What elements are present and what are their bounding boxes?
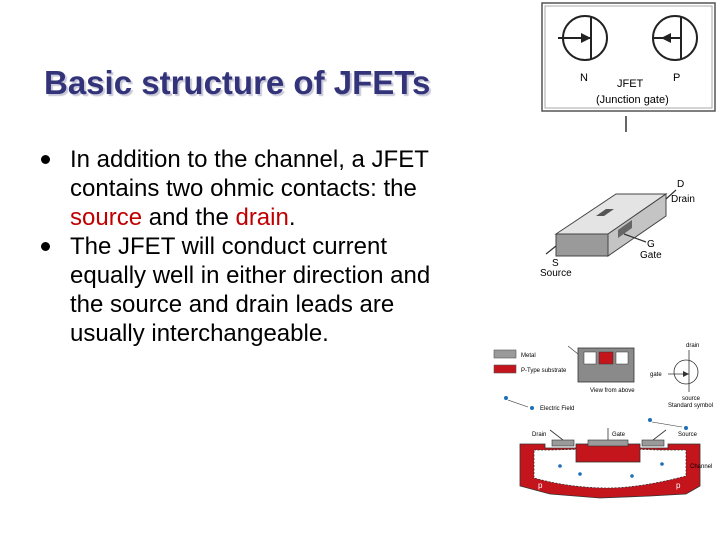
view-from-above-icon [568,346,634,382]
bullet-1-source: source [70,204,143,231]
bullet-1-text-c: . [288,204,296,231]
bullet-dot-icon [41,242,50,251]
label-s: S [552,258,559,269]
label-d: D [677,179,685,190]
standard-symbol-icon [668,350,698,392]
legend-metal: Metal [521,353,536,359]
label-gate: Gate [640,250,662,261]
label-jfet: JFET [617,78,644,90]
label-standard-symbol: Standard symbol [668,403,714,409]
label-g: G [647,239,655,250]
slide-title: Basic structure of JFETs [44,64,431,101]
metal-swatch-icon [494,350,516,358]
bullet-1-text-a: In addition to the channel, a JFET contains two ohmic contacts: the [70,146,429,202]
label-view-from-above: View from above [590,388,635,394]
label-junction-gate: (Junction gate) [596,94,669,106]
legend-p-type: P-Type substrate [521,368,567,374]
label-source: Source [540,268,572,279]
label-drain-bottom: Drain [532,432,547,438]
bullet-item-2 [40,232,460,348]
p-type-substrate-icon [520,428,700,498]
substrate-swatch-icon [494,365,516,373]
bullet-dot-icon [41,155,50,164]
label-gate-top: gate [650,372,662,378]
label-gate-bottom: Gate [612,432,626,438]
label-drain: Drain [671,194,695,205]
label-p: P [673,72,681,84]
bullet-list [40,145,460,348]
label-electric-field: Electric Field [540,406,575,412]
bullet-1-text-b: and the [142,204,236,231]
jfet-symbol-figure [540,2,718,114]
jfet-block-figure [528,172,698,282]
bullet-item-1 [40,145,460,232]
label-source-standard: source [682,396,701,402]
jfet-block-icon [546,190,676,256]
bullet-1-drain: drain [235,204,289,231]
label-source-bottom: Source [678,432,698,438]
label-drain-top: drain [686,343,700,349]
jfet-cross-section-figure [490,336,718,514]
electron-dots-icon [504,396,688,430]
svg-text:p: p [676,481,681,490]
svg-text:p: p [538,481,543,490]
label-channel: Channel [690,464,713,470]
label-n: N [580,72,588,84]
divider-tick [624,116,628,134]
bullet-2-text: The JFET will conduct current equally well in either direction and the source and drain leads are usually interchangeable. [70,233,431,347]
